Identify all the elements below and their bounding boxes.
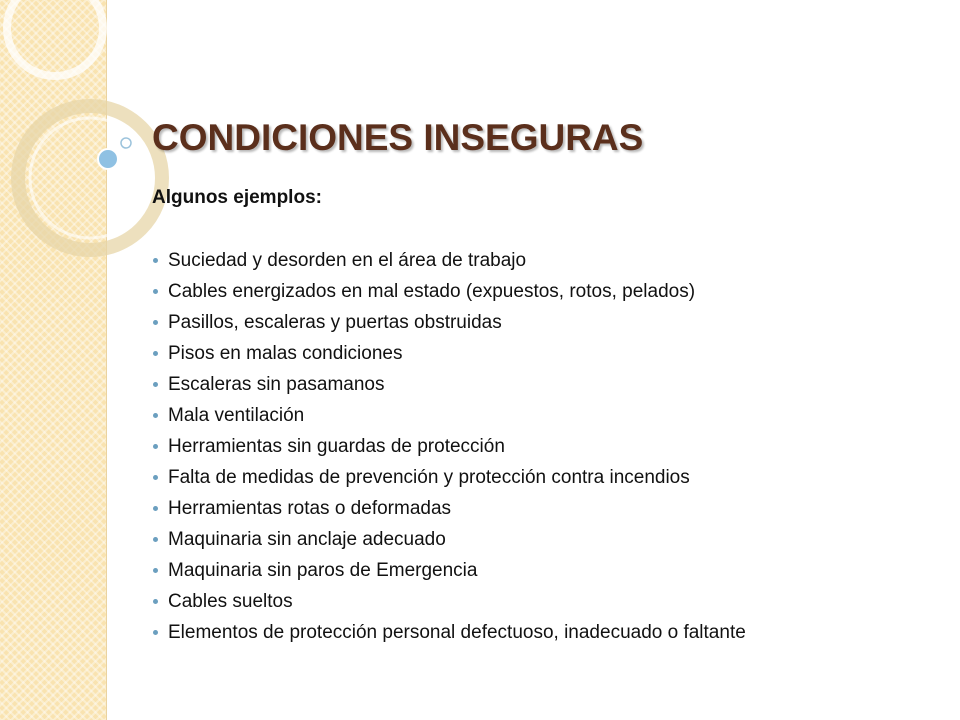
list-item [152,524,746,555]
list-item-text: Mala ventilación [168,405,305,426]
list-item [152,555,746,586]
bullet-dot-icon [153,351,158,356]
bullet-dot-icon [153,382,158,387]
list-item-text: Maquinaria sin paros de Emergencia [168,560,478,581]
bullet-list [152,245,746,648]
slide-title: CONDICIONES INSEGURAS [152,117,644,158]
bullet-dot-icon [153,568,158,573]
bullet-dot-icon [153,289,158,294]
list-item [152,369,746,400]
slide-subtitle: Algunos ejemplos: [152,187,322,208]
list-item [152,431,746,462]
bullet-dot-icon [153,475,158,480]
list-item [152,617,746,648]
bullet-dot-icon [153,599,158,604]
list-item-text: Cables energizados en mal estado (expuestos, rotos, pelados) [168,281,696,302]
list-item [152,307,746,338]
bullet-dot-icon [153,444,158,449]
list-item [152,245,746,276]
list-item-text: Cables sueltos [168,591,293,612]
list-item-text: Pisos en malas condiciones [168,343,403,364]
list-item-text: Herramientas rotas o deformadas [168,498,452,519]
bullet-dot-icon [153,630,158,635]
list-item [152,400,746,431]
list-item-text: Maquinaria sin anclaje adecuado [168,529,446,550]
list-item-text: Herramientas sin guardas de protección [168,436,505,457]
bullet-dot-icon [153,320,158,325]
list-item [152,276,746,307]
list-item-text: Pasillos, escaleras y puertas obstruidas [168,312,502,333]
list-item [152,493,746,524]
list-item [152,338,746,369]
list-item-text: Falta de medidas de prevención y protección contra incendios [168,467,690,488]
list-item-text: Escaleras sin pasamanos [168,374,385,395]
bullet-dot-icon [153,537,158,542]
list-item-text: Suciedad y desorden en el área de trabajo [168,250,527,271]
bullet-dot-icon [153,258,158,263]
list-item [152,586,746,617]
bullet-dot-icon [153,506,158,511]
list-item [152,462,746,493]
bullet-dot-icon [153,413,158,418]
list-item-text: Elementos de protección personal defectuoso, inadecuado o faltante [168,622,746,643]
